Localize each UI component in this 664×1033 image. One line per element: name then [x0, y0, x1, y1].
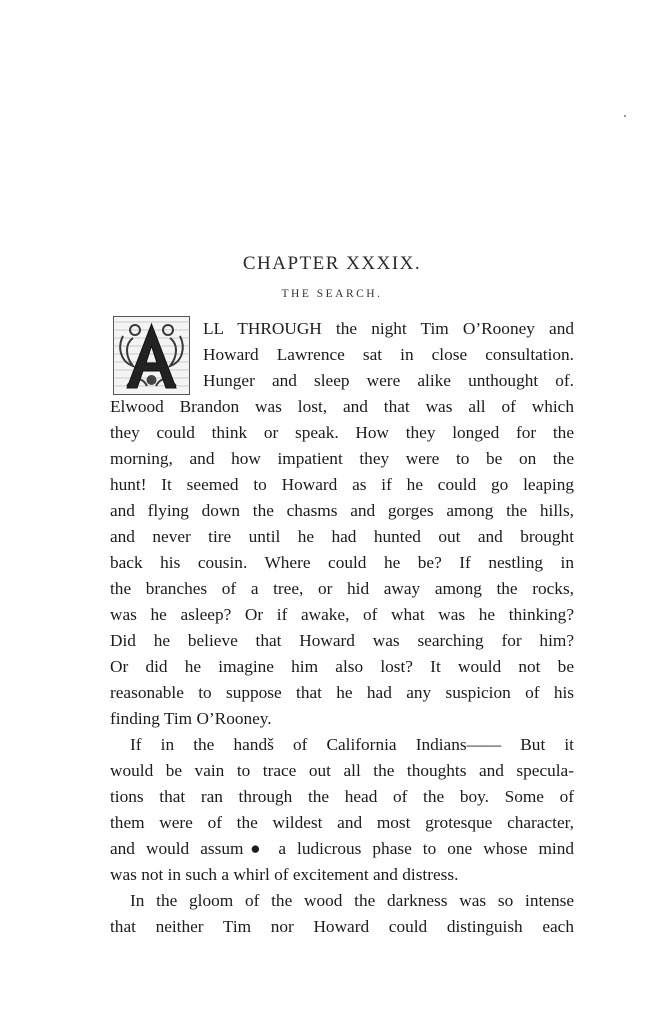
text-line: back his cousin. Where could he be? If nestling in — [110, 553, 574, 572]
section-title: THE SEARCH. — [281, 288, 383, 300]
text-line: and never tire until he had hunted out and brought — [110, 527, 574, 546]
text-line: Did he believe that Howard was searching for him? — [110, 631, 574, 650]
text-line: them were of the wildest and most grotesque character, — [110, 813, 574, 832]
text-line: Elwood Brandon was lost, and that was all of which — [110, 397, 574, 416]
margin-speck — [624, 115, 626, 117]
text-line: Howard Lawrence sat in close consultation. — [203, 345, 574, 364]
text-line: In the gloom of the wood the darkness was so intense — [130, 891, 574, 910]
text-line: was he asleep? Or if awake, of what was he thinking? — [110, 605, 574, 624]
text-line: would be vain to trace out all the thoughts and specula- — [110, 761, 574, 780]
text-line: reasonable to suppose that he had any suspicion of his — [110, 683, 574, 702]
text-line: LL THROUGH the night Tim O’Rooney and — [203, 319, 574, 338]
text-line: that neither Tim nor Howard could distinguish each — [110, 917, 574, 936]
text-line: Hunger and sleep were alike unthought of. — [203, 371, 574, 390]
text-line: the branches of a tree, or hid away among the rocks, — [110, 579, 574, 598]
text-line: morning, and how impatient they were to be on the — [110, 449, 574, 468]
text-line: If in the handš of California Indians—— But it — [130, 735, 574, 754]
text-line: they could think or speak. How they longed for the — [110, 423, 574, 442]
chapter-title: CHAPTER XXXIX. — [242, 253, 422, 274]
text-line: hunt! It seemed to Howard as if he could go leaping — [110, 475, 574, 494]
text-line: was not in such a whirl of excitement and distress. — [110, 865, 459, 884]
text-line: and flying down the chasms and gorges among the hills, — [110, 501, 574, 520]
text-line: Or did he imagine him also lost? It would not be — [110, 657, 574, 676]
ornamental-dropcap-a — [113, 316, 190, 395]
text-line: finding Tim O’Rooney. — [110, 709, 272, 728]
text-line: tions that ran through the head of the boy. Some of — [110, 787, 574, 806]
text-line: and would assum● a ludicrous phase to one whose mind — [110, 839, 574, 858]
